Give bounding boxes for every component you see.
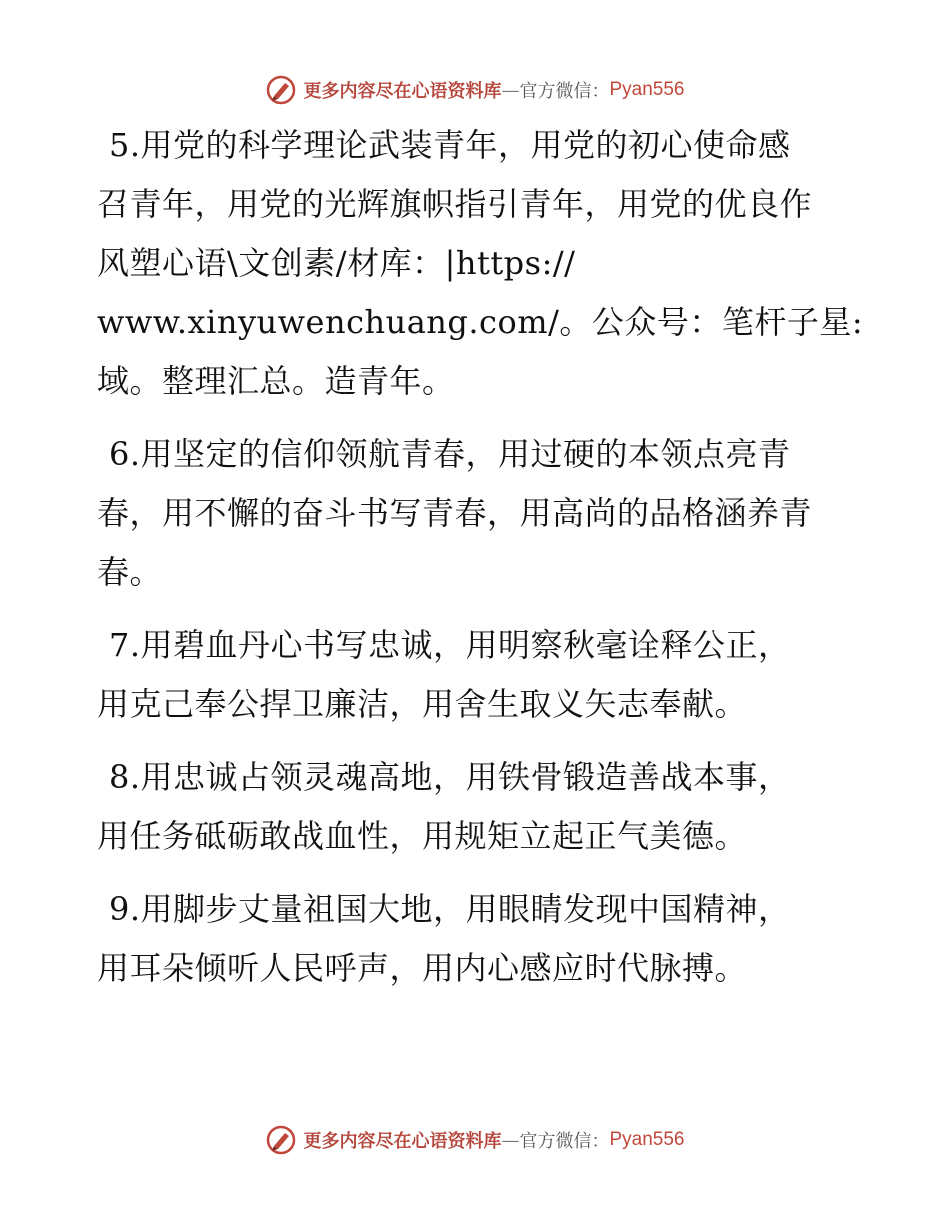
paragraph-5: [97, 116, 864, 411]
banner-main-text: 更多内容尽在心语资料库: [303, 1131, 502, 1152]
pen-logo-icon: [265, 74, 297, 106]
banner-separator: —: [501, 79, 520, 101]
text-line: 5.用党的科学理论武装青年，用党的初心使命感: [109, 126, 791, 164]
banner-separator: —: [501, 1129, 520, 1151]
paragraph-7: [97, 616, 857, 734]
paragraph-6: [97, 425, 857, 602]
text-line: 9.用脚步丈量祖国大地，用眼睛发现中国精神，: [109, 890, 791, 928]
pen-logo-icon: [265, 1124, 297, 1156]
banner-wechat-label: 官方微信：: [519, 1131, 610, 1152]
text-line: 用耳朵倾听人民呼声，用内心感应时代脉搏。: [97, 949, 748, 987]
document-body: [97, 116, 864, 1012]
paragraph-9: [97, 880, 857, 998]
text-line: 召青年，用党的光辉旗帜指引青年，用党的优良作: [97, 185, 813, 223]
text-line: 春。: [97, 553, 163, 591]
text-line: www.xinyuwenchuang.com/。公众号：笔杆子星:: [97, 303, 864, 341]
banner-main-text: 更多内容尽在心语资料库: [303, 81, 502, 102]
paragraph-8: [97, 748, 857, 866]
banner-wechat-id: Pyan556: [609, 79, 685, 100]
text-line: 域。整理汇总。造青年。: [97, 362, 455, 400]
header-banner: [0, 70, 950, 110]
text-line: 风塑心语\文创素/材库：|https://: [97, 244, 576, 282]
banner-wechat-id: Pyan556: [609, 1129, 685, 1150]
banner-wechat-label: 官方微信：: [519, 81, 610, 102]
text-line: 8.用忠诚占领灵魂高地，用铁骨锻造善战本事，: [109, 758, 791, 796]
text-line: 春，用不懈的奋斗书写青春，用高尚的品格涵养青: [97, 494, 813, 532]
text-line: 用任务砥砺敢战血性，用规矩立起正气美德。: [97, 817, 748, 855]
text-line: 6.用坚定的信仰领航青春，用过硬的本领点亮青: [109, 435, 791, 473]
footer-banner: [0, 1120, 950, 1160]
text-line: 用克己奉公捍卫廉洁，用舍生取义矢志奉献。: [97, 685, 748, 723]
text-line: 7.用碧血丹心书写忠诚，用明察秋毫诠释公正，: [109, 626, 791, 664]
